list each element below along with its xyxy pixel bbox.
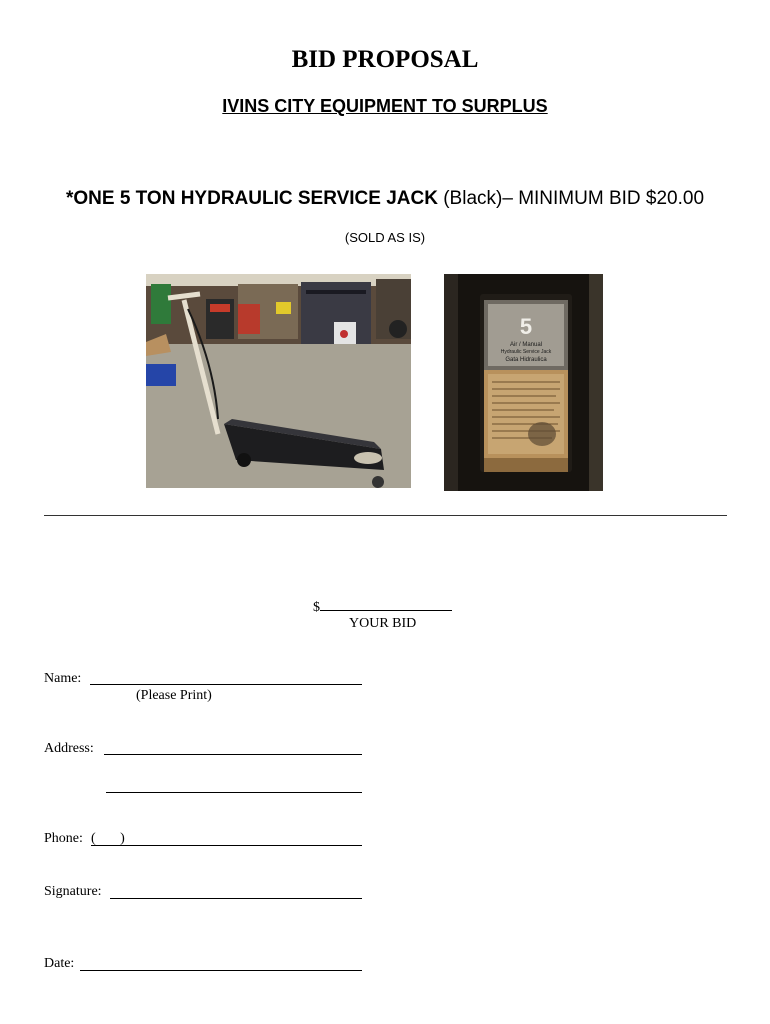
jack-label-photo [444, 274, 603, 491]
signature-blank[interactable] [110, 898, 362, 899]
phone-area-code: ( ) [91, 831, 125, 846]
label-line-1: Air / Manual [509, 342, 543, 348]
item-minimum-bid: – MINIMUM BID $20.00 [502, 188, 705, 209]
please-print-note: (Please Print) [136, 688, 212, 703]
phone-label: Phone: [44, 831, 83, 846]
bid-amount-blank[interactable] [320, 598, 452, 611]
item-description [0, 188, 770, 210]
item-name: *ONE 5 TON HYDRAULIC SERVICE JACK [65, 188, 438, 209]
phone-blank[interactable] [91, 845, 362, 846]
item-color: (Black) [437, 188, 503, 209]
signature-label: Signature: [44, 884, 102, 899]
address-label: Address: [44, 741, 94, 756]
section-divider [44, 515, 727, 516]
address-blank-2[interactable] [106, 792, 362, 793]
currency-symbol: $ [313, 600, 320, 615]
label-line-3: Gata Hidraulica [505, 357, 547, 363]
your-bid-label: YOUR BID [349, 616, 417, 631]
date-label: Date: [44, 956, 75, 971]
date-blank[interactable] [80, 970, 362, 971]
bid-amount-field[interactable] [313, 598, 452, 616]
name-blank[interactable] [90, 684, 362, 685]
sold-condition: (SOLD AS IS) [344, 230, 426, 245]
document-title: BID PROPOSAL [291, 46, 479, 73]
jack-garage-photo [146, 274, 411, 488]
label-number: 5 [519, 314, 533, 339]
label-line-2: Hydraulic Service Jack [500, 349, 552, 355]
document-subtitle: IVINS CITY EQUIPMENT TO SURPLUS [222, 96, 548, 116]
name-label: Name: [44, 671, 82, 686]
address-blank-1[interactable] [104, 754, 362, 755]
